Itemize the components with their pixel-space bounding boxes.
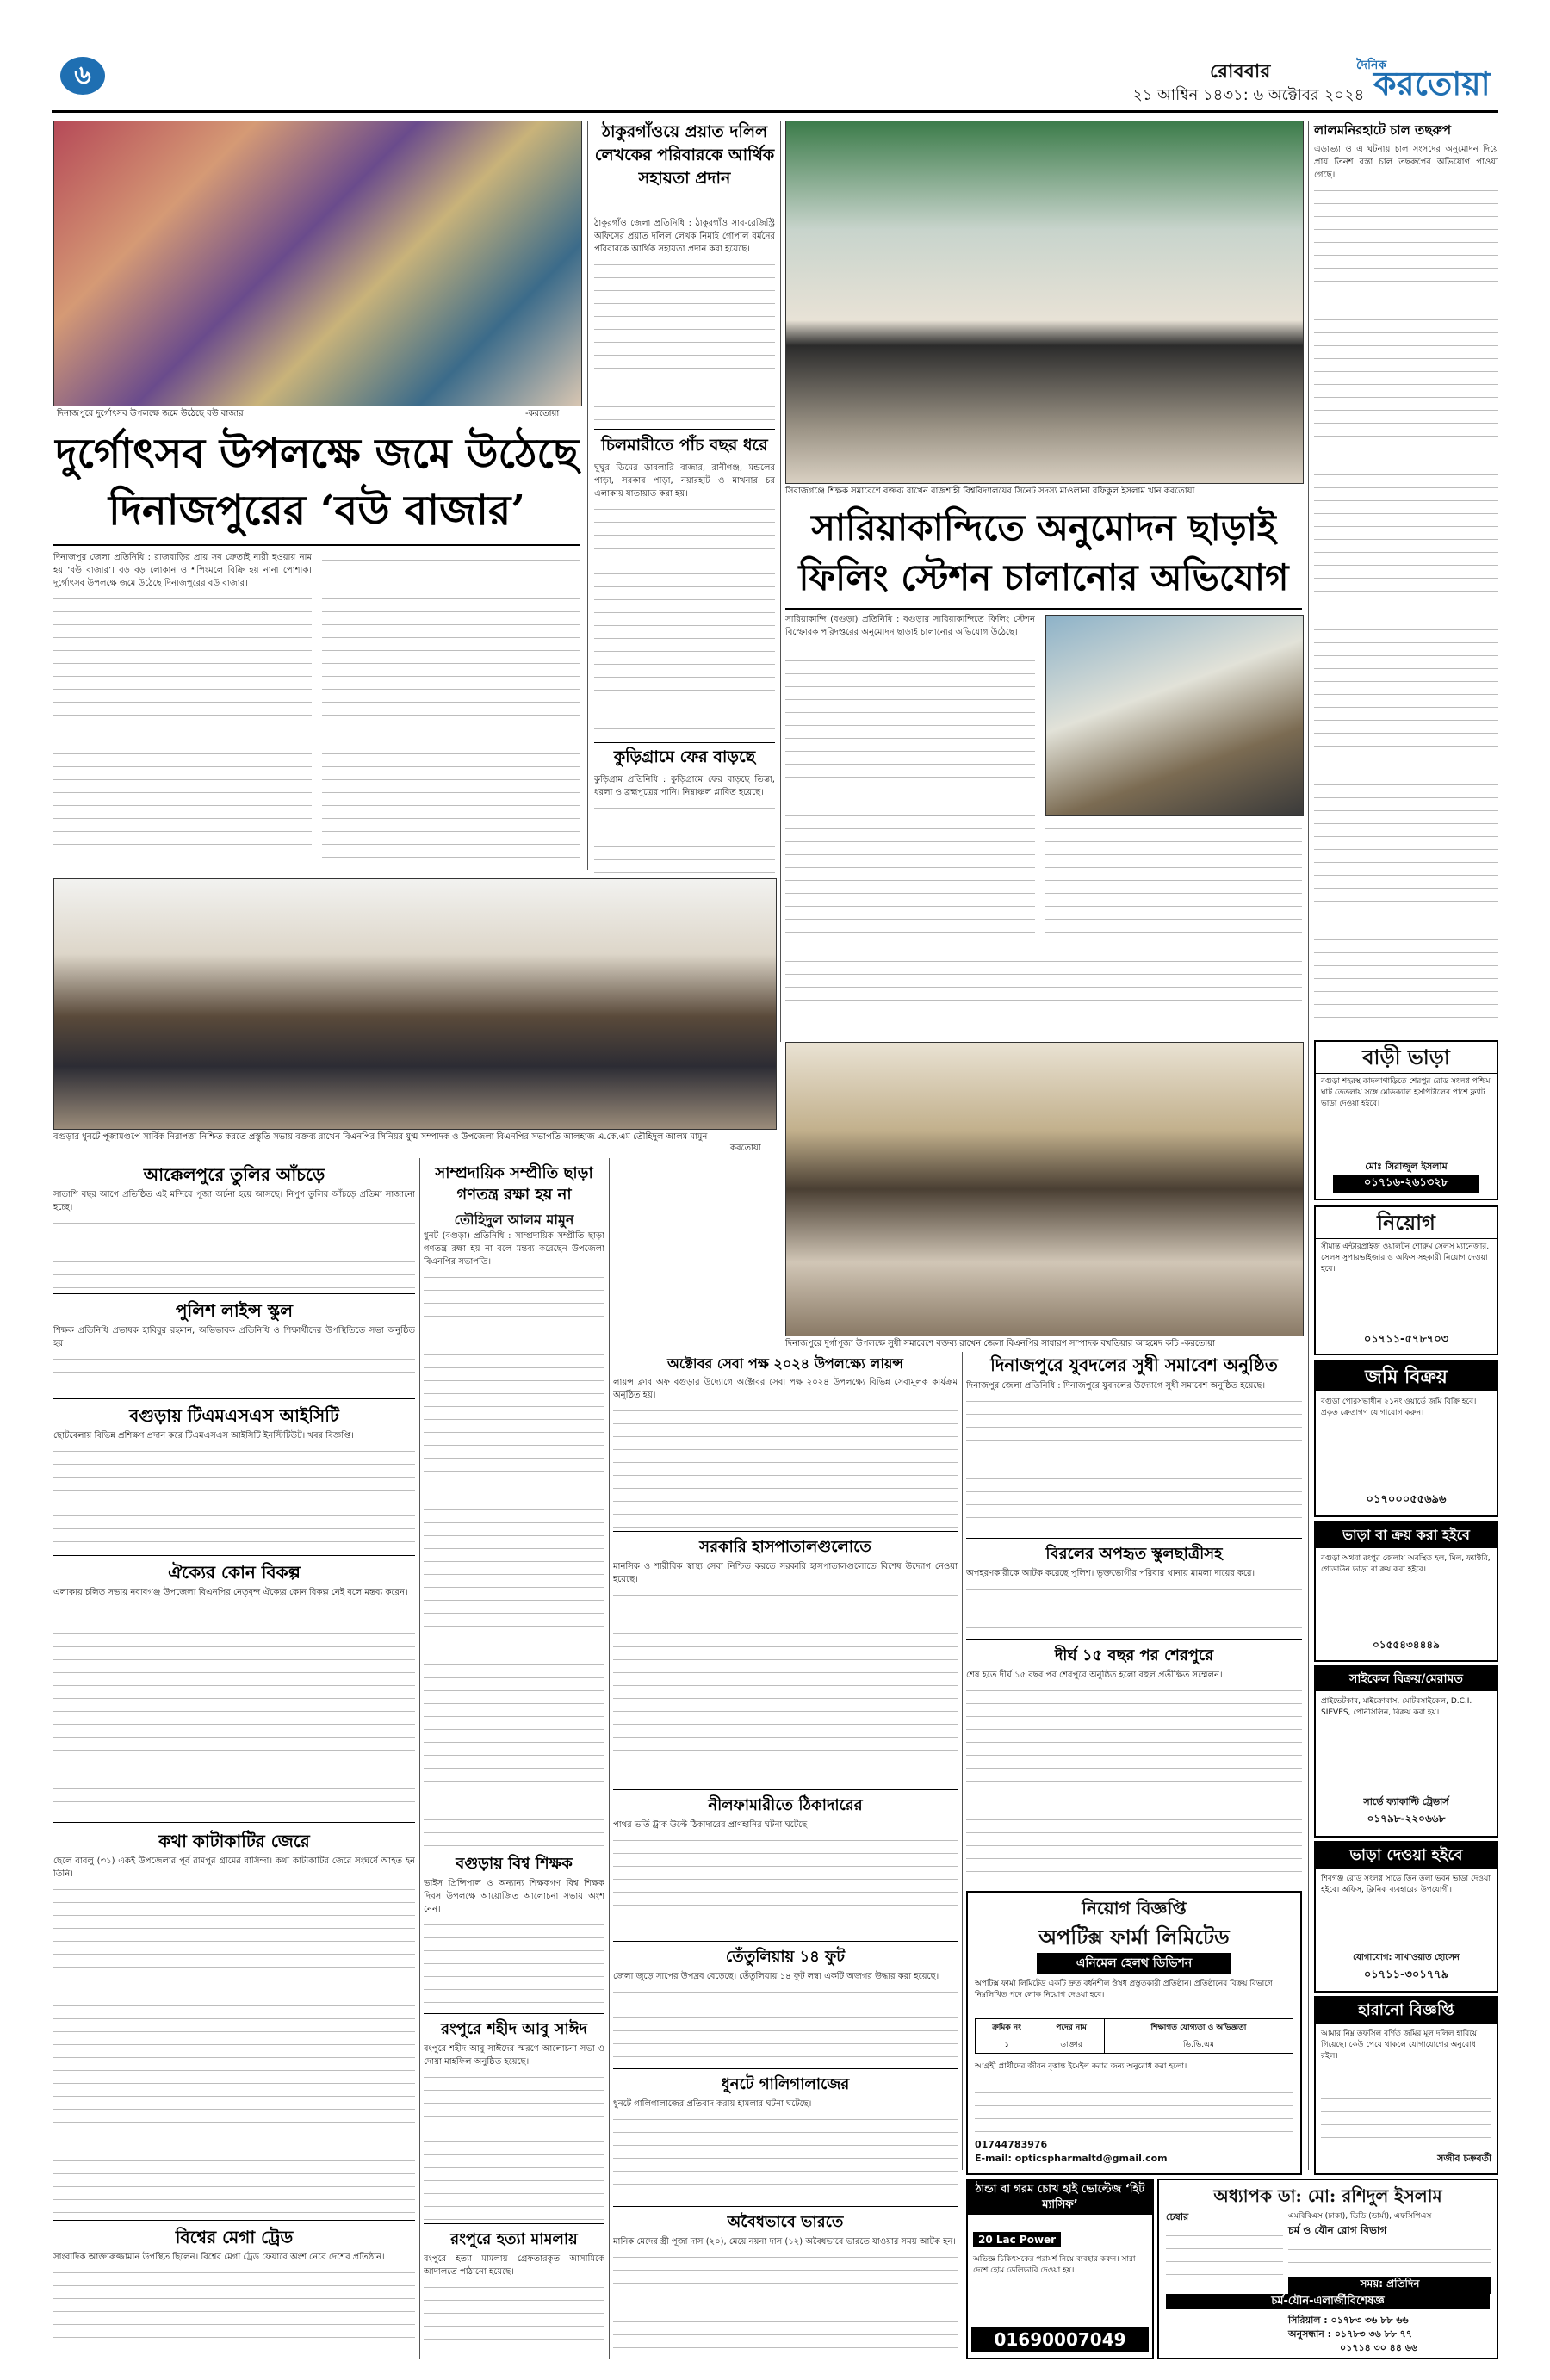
- jomi-title: জমি বিক্রয়: [1316, 1362, 1497, 1391]
- heat-ad: [966, 2179, 1154, 2359]
- cycle-title: সাইকেল বিক্রয়/মেরামত: [1316, 1667, 1497, 1691]
- filling-station-photo: [1045, 615, 1304, 816]
- masthead-paper-small: দৈনিক: [1356, 59, 1387, 72]
- jomi-body: বগুড়া পৌরসভাধীন ২১নং ওয়ার্ডে জমি বিক্রি হবে। প্রকৃত ক্রেতাগণ যোগাযোগ করুন।: [1321, 1398, 1477, 1417]
- optics-table-cell: ডাক্তার: [1038, 2036, 1105, 2054]
- bou-bazar-body: দিনাজপুর জেলা প্রতিনিধি : রাজবাড়ির প্রায় সব ক্রেতাই নারী হওয়ায় নাম হয় ‘বউ বাজার’। বড় বড় লোকান ও শপিংমলে বিক্রি হয় নানা পোশাক। দুর্গোৎসব উপলক্ষে জমে উঠেছে দিনাজপুরের বউ বাজার।: [53, 551, 312, 870]
- doctor-ad-dept: চর্ম ও যৌন রোগ বিভাগ: [1288, 2224, 1387, 2236]
- vara-kroy-title: ভাড়া বা ক্রয় করা হইবে: [1316, 1522, 1497, 1548]
- bari-vara-contact: মোঃ সিরাজুল ইসলাম: [1365, 1161, 1448, 1172]
- seba-body: লায়ন্স ক্লাব অফ বগুড়ার উদ্যোগে অক্টোবর সেবা পক্ষ ২০২৪ উপলক্ষ্যে বিভিন্ন সেবামূলক কার্যক্রম অনুষ্ঠিত হয়।: [613, 1376, 958, 1528]
- sariakandi-body-row2: [785, 952, 1302, 1038]
- doctor-ad-time: সময়: প্রতিদিন: [1288, 2277, 1491, 2294]
- doctor-ad-specialist: চর্ম-যৌন-এলার্জীবিশেষজ্ঞ: [1166, 2294, 1490, 2309]
- bari-vara-body: বগুড়া শহরস্থ কাদলাগাড়িতে শেরপুর রোড সংলগ্ন পশ্চিম ঘাট তেতলায় সঙ্গে মেডিক্যাল হসপিটালের পাশে ফ্ল্যাট ভাড়া দেওয়া হইবে।: [1321, 1077, 1491, 1108]
- optics-ad-company: অপটিক্স ফার্মা লিমিটেড: [1038, 1924, 1230, 1949]
- sariakandi-body: সারিয়াকান্দি (বগুড়া) প্রতিনিধি : বগুড়ার সারিয়াকান্দিতে ফিলিং স্টেশন বিস্ফোরক পরিদপ্তরের অনুমোদন ছাড়াই চালানোর অভিযোগ উঠেছে।: [785, 613, 1035, 949]
- doctor-ad-serial: সিরিয়াল : ০১৭৮৩ ৩৬ ৮৮ ৬৬: [1288, 2315, 1409, 2326]
- harano-body: আমার নিম্ন তফসিল বর্ণিত জমির মূল দলিল হারিয়ে গিয়েছে। কেউ পেয়ে থাকলে যোগাযোগের অনুরোধ রইল।: [1321, 2030, 1478, 2061]
- cycle-body: প্রাইভেটকার, মাইক্রোবাস, মোটরসাইকেল, D.C.I. SIEVES, পেনিসিলিন, বিক্রয় করা হয়।: [1321, 1697, 1472, 1717]
- oikyo-body: এলাকায় চলিত সভায় নবাবগঞ্জ উপজেলা বিএনপির নেতৃবৃন্দ ঐক্যের কোন বিকল্প নেই বলে মন্তব্য করেন।: [53, 1586, 415, 1819]
- oboidh-headline: অবৈধভাবে ভারতে: [727, 2213, 844, 2231]
- tmss-headline: বগুড়ায় টিএমএসএস আইসিটি: [129, 1405, 339, 1426]
- dhunat-credit: করতোয়া: [730, 1144, 761, 1153]
- classified-cycle: [1314, 1665, 1498, 1838]
- sariakandi-headline-2: ফিলিং স্টেশন চালানোর অভিযোগ: [798, 556, 1289, 598]
- bhara-deoa-title: ভাড়া দেওয়া হইবে: [1316, 1843, 1497, 1869]
- optics-ad-title: নিয়োগ বিজ্ঞপ্তি: [1082, 1898, 1187, 1918]
- hotya-body: রংপুরে হত্যা মামলায় গ্রেফতারকৃত আসামিকে আদালতে পাঠানো হয়েছে।: [424, 2253, 604, 2358]
- optics-ad-division: এনিমেল হেলথ ডিভিশন: [1037, 1953, 1231, 1974]
- tetulia-body: জেলা জুড়ে সাপের উপদ্রব বেড়েছে। তেঁতুলিয়ায় ১৪ ফুট লম্বা একটি অজগর উদ্ধার করা হয়েছে।: [613, 1970, 958, 2065]
- biroler-body: অপহরণকারীকে আটক করেছে পুলিশ। ভুক্তভোগীর পরিবার থানায় মামলা দায়ের করে।: [966, 1567, 1302, 1636]
- biroler-headline: বিরলের অপহৃত স্কুলছাত্রীসহ: [1045, 1545, 1223, 1563]
- optics-ad-intro: অপটিক্স ফার্মা লিমিটেড একটি দ্রুত বর্ধনশীল ঔষধ প্রস্তুতকারী প্রতিষ্ঠান। প্রতিষ্ঠানের বিক্রয় বিভাগে নিম্নলিখিত পদে লোক নিয়োগ দেওয়া হবে।: [975, 1980, 1273, 1999]
- bhara-deoa-body: শিবগঞ্জ রোড সংলগ্ন সাড়ে তিন তলা ভবন ভাড়া দেওয়া হইবে। অফিস, ক্লিনিক ব্যবহারের উপযোগী।: [1321, 1875, 1491, 1894]
- dirgho-body: শেষ হতে দীর্ঘ ১৫ বছর পর শেরপুরে অনুষ্ঠিত হলো বহুল প্রতীক্ষিত সম্মেলন।: [966, 1669, 1302, 1886]
- puja-dinajpur-caption: দিনাজপুরে দুর্গাপূজা উপলক্ষে সুধী সমাবেশে বক্তব্য রাখেন জেলা বিএনপির সাধারণ সম্পাদক বখতিয়ার আহমেদ কচি -করতোয়া: [785, 1339, 1216, 1348]
- classified-harano: [1314, 1996, 1498, 2175]
- hotya-headline: রংপুরে হত্যা মামলায়: [450, 2230, 578, 2248]
- tmss-body: ছোটবেলায় বিভিন্ন প্রশিক্ষণ প্রদান করে টিএমএসএস আইসিটি ইনস্টিটিউট। খবর বিজ্ঞপ্তি।: [53, 1429, 415, 1552]
- vara-kroy-phone: ০১৫৫৪৩৪৪৪৯: [1373, 1639, 1440, 1651]
- dhunat-caption: বগুড়ার ধুনটে পূজামণ্ডপে সার্বিক নিরাপত্তা নিশ্চিত করতে প্রস্তুতি সভায় বক্তব্য রাখেন বিএনপির সিনিয়র যুগ্ম সম্পাদক ও উপজেলা বিএনপির সভাপতি আলহাজ এ.কে.এম তৌহিদুল আলম মামুন: [53, 1132, 708, 1142]
- doctor-ad-title: অধ্যাপক ডা: মো: রশিদুল ইসলাম: [1213, 2185, 1442, 2206]
- masthead-date: ২১ আশ্বিন ১৪৩১: ৬ অক্টোবর ২০২৪: [1132, 86, 1365, 104]
- jomi-phone: ০১৭০০০৫৫৬৯৬: [1366, 1493, 1447, 1506]
- katha-body: ছেলে বাবলু (৩১) একই উপজেলার পূর্ব রামপুর গ্রামের বাসিন্দা। কথা কাটাকাটির জেরে সংঘর্ষে আহত হন তিনি।: [53, 1855, 415, 2216]
- sariakandi-body-col2: [1045, 820, 1302, 949]
- optics-ad-email: E-mail: opticspharmaltd@gmail.com: [975, 2153, 1168, 2164]
- page-number-badge: ৬: [60, 57, 105, 95]
- lalmonirhat-headline: লালমনিরহাটে চাল তছরুপ: [1314, 122, 1452, 138]
- kurigram-headline: কুড়িগ্রামে ফের বাড়ছে: [613, 747, 756, 766]
- puja-dinajpur-photo: [785, 1042, 1304, 1336]
- thakurgaon-body: ঠাকুরগাঁও জেলা প্রতিনিধি : ঠাকুরগাঁও সাব-রেজিস্ট্রি অফিসের প্রয়াত দলিল লেখক নিমাই গোপাল বর্মনের পরিবারকে আর্থিক সহায়তা প্রদান করা হয়েছে।: [594, 217, 775, 424]
- heat-ad-body: অভিজ্ঞ চিকিৎসকের পরামর্শ নিয়ে ব্যবহার করুন। সারা দেশে হোম ডেলিভারি দেওয়া হয়।: [973, 2255, 1136, 2275]
- cycle-phone: ০১৭৯৮-২২০৬৬৮: [1367, 1813, 1446, 1825]
- classified-niyog: [1314, 1205, 1498, 1355]
- sampriti-body: ধুনট (বগুড়া) প্রতিনিধি : সাম্প্রদায়িক সম্প্রীতি ছাড়া গণতন্ত্র রক্ষা হয় না বলে মন্তব্য করেছেন উপজেলা বিএনপির সভাপতি।: [424, 1230, 604, 1850]
- sorkari-headline: সরকারি হাসপাতালগুলোতে: [699, 1538, 871, 1556]
- bhara-deoa-phone: ০১৭১১-৩০১৭৭৯: [1363, 1968, 1449, 1981]
- doctor-ad: [1157, 2179, 1498, 2359]
- bari-vara-title: বাড়ী ভাড়া: [1316, 1042, 1497, 1074]
- optics-ad: [966, 1891, 1302, 2175]
- lalmonirhat-body: এডাভ্যা ও এ ঘটনায় চাল সংসদের অনুমোদন দিয়ে প্রায় তিনশ বস্তা চাল তছরুপের অভিযোগ পাওয়া গেছে।: [1314, 143, 1498, 1030]
- niyog-phone: ০১৭১১-৫৭৮৭০৩: [1363, 1333, 1449, 1346]
- abu-sayeed-headline: রংপুরে শহীদ আবু সাঈদ: [441, 2020, 587, 2038]
- heat-ad-title: ঠান্ডা বা গরম চোখ হাই ভোল্টেজ ‘হিট ম্যাসিফ’: [968, 2180, 1152, 2215]
- masthead-paper-name: করতোয়া: [1373, 64, 1491, 102]
- optics-table-cell: ১: [976, 2036, 1038, 2054]
- doctor-ad-degrees: এমবিবিএস (ঢাকা), ডিডি (ডার্মা), এফসিপিএস: [1288, 2212, 1432, 2221]
- tetulia-headline: তেঁতুলিয়ায় ১৪ ফুট: [725, 1948, 846, 1966]
- optics-ad-phone: 01744783976: [975, 2139, 1048, 2150]
- classified-jomi: [1314, 1360, 1498, 1517]
- classified-bhara-deoa: [1314, 1841, 1498, 1993]
- kurigram-body: কুড়িগ্রাম প্রতিনিধি : কুড়িগ্রামে ফের বাড়ছে তিস্তা, ধরলা ও ব্রহ্মপুত্রের পানি। নিম্নাঞ্চল প্লাবিত হয়েছে।: [594, 773, 775, 1125]
- best-teacher-body: ভাইস প্রিন্সিপাল ও অন্যান্য শিক্ষকগণ বিশ্ব শিক্ষক দিবস উপলক্ষে আয়োজিত আলোচনা সভায় অংশ নেন।: [424, 1877, 604, 2010]
- police-lines-body: শিক্ষক প্রতিনিধি প্রভাষক হাবিবুর রহমান, অভিভাবক প্রতিনিধি ও শিক্ষার্থীদের উপস্থিতিতে সভা অনুষ্ঠিত হয়।: [53, 1324, 415, 1395]
- oikyo-headline: ঐক্যের কোন বিকল্প: [168, 1562, 301, 1583]
- vara-kroy-body: বগুড়া অথবা রংপুর জেলায় অবস্থিত হল, মিল, ফ্যাক্টরি, গোডাউন ভাড়া বা ক্রয় করা হইবে।: [1321, 1554, 1491, 1574]
- optics-table-header: ক্রমিক নং: [976, 2019, 1038, 2036]
- bou-bazar-photo: [53, 121, 582, 406]
- sampriti-headline: সাম্প্রদায়িক সম্প্রীতি ছাড়া গণতন্ত্র রক্ষা হয় না: [435, 1164, 593, 1204]
- bou-bazar-headline-1: দুর্গোৎসব উপলক্ষে জমে উঠেছে: [55, 430, 579, 478]
- bou-bazar-headline-2: দিনাজপুরের ‘বউ বাজার’: [108, 487, 525, 535]
- masthead-day: রোববার: [1210, 61, 1271, 83]
- thakurgaon-headline: ঠাকুরগাঁওয়ে প্রয়াত দলিল লেখকের পরিবারকে আর্থিক সহায়তা প্রদান: [594, 122, 775, 188]
- sorkari-body: মানসিক ও শারীরিক স্বাস্থ্য সেবা নিশ্চিত করতে সরকারি হাসপাতালগুলোতে বিশেষ উদ্যোগ নেওয়া হয়েছে।: [613, 1560, 958, 1786]
- oboidh-body: মানিক মেদের স্ত্রী পূজা দাস (২০), মেয়ে নয়না দাস (১২) অবৈধভাবে ভারতে যাওয়ার সময় আটক হন।: [613, 2235, 958, 2358]
- sampriti-byline: তৌহিদুল আলম মামুন: [454, 1212, 574, 1228]
- heat-ad-subtitle: 20 Lac Power: [973, 2232, 1061, 2247]
- optics-ad-table: [975, 2018, 1293, 2054]
- classified-vara-kroy: [1314, 1521, 1498, 1662]
- katha-headline: কথা কাটাকাটির জেরে: [158, 1831, 310, 1851]
- bari-vara-phone: ০১৭১৬-২৬১৩২৮: [1333, 1175, 1479, 1193]
- chilmari-body: ঘুঘুর ডিমের ডাবলারি বাজার, রানীগঞ্জ, মন্ডলের পাড়া, সরকার পাড়া, নয়ারহাট ও মাখনার চর এলাকায় যাতায়াত করা হয়।: [594, 462, 775, 737]
- niyog-title: নিয়োগ: [1316, 1207, 1497, 1239]
- optics-table-cell: ডি.ভি.এম: [1104, 2036, 1293, 2054]
- dirgho-headline: দীর্ঘ ১৫ বছর পর শেরপুরে: [1054, 1646, 1214, 1664]
- niyog-body: সীমান্ত এন্টারপ্রাইজ ওয়ালটন শোরুম সেলস ম্যানেজার, সেলস সুপারভাইজার ও অফিস সহকারী নিয়োগ দেওয়া হবে।: [1321, 1243, 1490, 1274]
- harano-name: সজীব চক্রবর্তী: [1437, 2153, 1491, 2164]
- masthead: [52, 52, 1498, 103]
- sariakandi-photo: [785, 121, 1304, 484]
- optics-table-header: শিক্ষাগত যোগ্যতা ও অভিজ্ঞতা: [1104, 2019, 1293, 2036]
- best-teacher-headline: বগুড়ায় বিশ্ব শিক্ষক: [456, 1855, 573, 1873]
- bou-bazar-caption: দিনাজপুরে দুর্গোৎসব উপলক্ষে জমে উঠেছে বউ বাজার: [57, 409, 244, 418]
- juboda-headline: দিনাজপুরে যুবদলের সুধী সমাবেশ অনুষ্ঠিত: [990, 1354, 1278, 1375]
- harano-title: হারানো বিজ্ঞপ্তি: [1316, 1998, 1497, 2024]
- nilphamari-headline: নীলফামারীতে ঠিকাদারের: [708, 1796, 863, 1814]
- optics-table-header: পদের নাম: [1038, 2019, 1105, 2036]
- bhara-deoa-contact: যোগাযোগ: সাখাওয়াত হোসেন: [1353, 1953, 1460, 1962]
- doctor-ad-chamber: চেম্বার: [1166, 2211, 1189, 2222]
- mega-trade-headline: বিশ্বের মেগা ট্রেড: [175, 2227, 294, 2247]
- mega-trade-body: সাংবাদিক আক্তারুজ্জামান উপস্থিত ছিলেন। বিশ্বের মেগা ট্রেড ফেয়ারে অংশ নেবে দেশের প্রতিষ্ঠান।: [53, 2251, 415, 2358]
- classified-bari-vara: [1314, 1040, 1498, 1200]
- bou-bazar-credit: -করতোয়া: [525, 409, 560, 418]
- doctor-ad-phone3: ০১৭১৪ ৩০ ৪৪ ৬৬: [1340, 2342, 1418, 2353]
- dhunat-gali-headline: ধুনটে গালিগালাজের: [721, 2075, 850, 2093]
- juboda-body: দিনাজপুর জেলা প্রতিনিধি : দিনাজপুরে যুবদলের উদ্যোগে সুধী সমাবেশ অনুষ্ঠিত হয়েছে।: [966, 1379, 1302, 1534]
- seba-headline: অক্টোবর সেবা পক্ষ ২০২৪ উপলক্ষ্যে লায়ন্স: [666, 1355, 903, 1372]
- masthead-rule: [52, 110, 1498, 113]
- abu-sayeed-body: রংপুরে শহীদ আবু সাঈদের স্মরণে আলোচনা সভা ও দোয়া মাহফিল অনুষ্ঠিত হয়েছে।: [424, 2042, 604, 2220]
- cycle-contact: সার্ভে ফ্যাকাল্টি ট্রেডার্স: [1363, 1796, 1449, 1807]
- akkelpur-body: সাতাশি বছর আগে প্রতিষ্ঠিত এই মন্দিরে পূজা অর্চনা হয়ে আসছে। নিপুণ তুলির আঁচড়ে প্রতিমা সাজানো হচ্ছে।: [53, 1188, 415, 1292]
- dhunat-gali-body: ধুনটে গালিগালাজের প্রতিবাদ করায় হামলার ঘটনা ঘটেছে।: [613, 2098, 958, 2203]
- heat-ad-phone: 01690007049: [971, 2327, 1149, 2352]
- dhunat-photo: [53, 878, 777, 1130]
- police-lines-headline: পুলিশ লাইন্স স্কুল: [175, 1300, 294, 1321]
- optics-ad-note: আগ্রহী প্রার্থীদের জীবন বৃত্তান্ত ইমেইল করার জন্য অনুরোধ করা হলো।: [975, 2062, 1187, 2071]
- sariakandi-headline-1: সারিয়াকান্দিতে অনুমোদন ছাড়াই: [811, 506, 1276, 549]
- bou-bazar-body-col2: [322, 551, 580, 870]
- nilphamari-body: পাথর ভর্তি ট্রাক উল্টে ঠিকাদারের প্রাণহানির ঘটনা ঘটেছে।: [613, 1819, 958, 1937]
- sariakandi-caption: সিরাজগঞ্জে শিক্ষক সমাবেশে বক্তব্য রাখেন রাজশাহী বিশ্ববিদ্যালয়ের সিনেট সদস্য মাওলানা রফিকুল ইসলাম খান করতোয়া: [785, 487, 1195, 496]
- chilmari-headline: চিলমারীতে পাঁচ বছর ধরে: [601, 436, 768, 455]
- akkelpur-headline: আক্কেলপুরে তুলির আঁচড়ে: [143, 1164, 326, 1185]
- doctor-ad-anusandhan: অনুসন্ধান : ০১৭৮৩ ৩৬ ৮৮ ৭৭: [1288, 2328, 1412, 2340]
